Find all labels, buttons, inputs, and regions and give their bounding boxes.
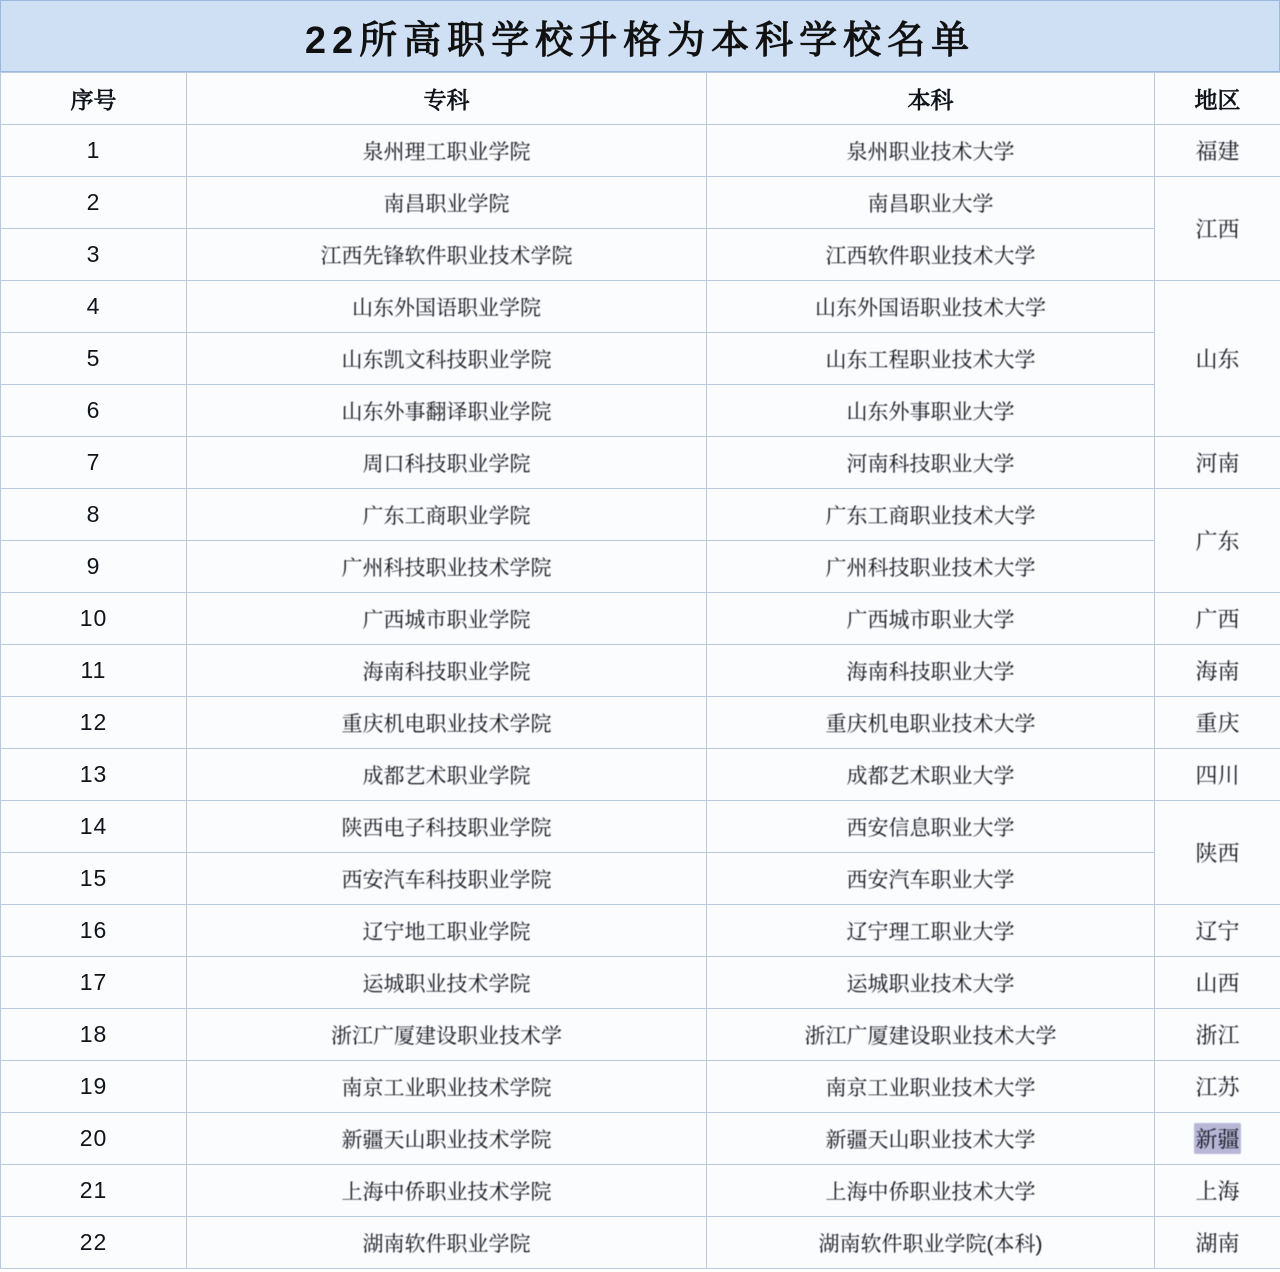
cell-no: 16 [1,905,187,957]
benke-name: 泉州职业技术大学 [846,140,1015,164]
benke-name: 江西软件职业技术大学 [825,244,1036,268]
area-name: 江苏 [1195,1075,1240,1100]
cell-zhuanke [187,229,707,281]
cell-zhuanke [187,645,707,697]
table-row [1,749,1280,801]
cell-area [1155,645,1280,697]
column-header-benke: 本科 [707,73,1155,125]
cell-no: 6 [1,385,187,437]
zhuanke-name: 周口科技职业学院 [362,452,531,476]
cell-no: 13 [1,749,187,801]
table-row [1,801,1280,853]
table-row [1,593,1280,645]
cell-no: 10 [1,593,187,645]
cell-area [1155,1217,1280,1269]
cell-zhuanke [187,177,707,229]
cell-area [1155,489,1280,593]
area-name: 山东 [1195,347,1240,372]
column-header-area: 地区 [1155,73,1280,125]
area-name: 河南 [1195,451,1240,476]
cell-no: 11 [1,645,187,697]
cell-benke [707,385,1155,437]
zhuanke-name: 山东外国语职业学院 [352,296,541,320]
cell-benke [707,281,1155,333]
cell-zhuanke [187,697,707,749]
zhuanke-name: 浙江广厦建设职业技术学 [331,1024,562,1048]
zhuanke-name: 海南科技职业学院 [362,660,531,684]
cell-benke [707,801,1155,853]
area-name: 海南 [1195,659,1240,684]
area-name: 新疆 [1194,1123,1240,1154]
cell-zhuanke [187,1113,707,1165]
cell-benke [707,645,1155,697]
benke-name: 辽宁理工职业大学 [846,920,1015,944]
benke-name: 广东工商职业技术大学 [825,504,1036,528]
zhuanke-name: 广东工商职业学院 [362,504,531,528]
benke-name: 成都艺术职业大学 [846,764,1015,788]
cell-area [1155,125,1280,177]
benke-name: 河南科技职业大学 [846,452,1015,476]
cell-no: 2 [1,177,187,229]
zhuanke-name: 江西先锋软件职业技术学院 [320,244,573,268]
cell-benke [707,177,1155,229]
cell-area [1155,1113,1280,1165]
cell-area [1155,697,1280,749]
table-row [1,1113,1280,1165]
cell-benke [707,1165,1155,1217]
cell-no: 15 [1,853,187,905]
cell-zhuanke [187,437,707,489]
benke-name: 新疆天山职业技术大学 [825,1128,1036,1152]
zhuanke-name: 运城职业技术学院 [362,972,531,996]
cell-benke [707,437,1155,489]
benke-name: 山东外国语职业技术大学 [815,296,1046,320]
cell-zhuanke [187,801,707,853]
zhuanke-name: 辽宁地工职业学院 [362,920,531,944]
cell-zhuanke [187,593,707,645]
cell-area [1155,1009,1280,1061]
table-row [1,229,1280,281]
zhuanke-name: 新疆天山职业技术学院 [341,1128,552,1152]
cell-zhuanke [187,1061,707,1113]
column-header-zhuanke: 专科 [187,73,707,125]
cell-zhuanke [187,541,707,593]
cell-benke [707,593,1155,645]
benke-name: 广州科技职业技术大学 [825,556,1036,580]
column-header-no: 序号 [1,73,187,125]
zhuanke-name: 湖南软件职业学院 [362,1232,531,1256]
zhuanke-name: 广西城市职业学院 [362,608,531,632]
table-row [1,905,1280,957]
table-header [1,73,1280,125]
zhuanke-name: 山东外事翻译职业学院 [341,400,552,424]
cell-zhuanke [187,905,707,957]
cell-benke [707,1217,1155,1269]
table-row [1,281,1280,333]
cell-zhuanke [187,385,707,437]
zhuanke-name: 泉州理工职业学院 [362,140,531,164]
table-header-row [1,73,1280,125]
benke-name: 西安汽车职业大学 [846,868,1015,892]
cell-area [1155,957,1280,1009]
document-title-bar [0,0,1280,72]
area-name: 广东 [1195,529,1240,554]
zhuanke-name: 南昌职业学院 [383,192,510,216]
cell-area [1155,593,1280,645]
benke-name: 南京工业职业技术大学 [825,1076,1036,1100]
schools-table [0,72,1280,1269]
cell-no: 20 [1,1113,187,1165]
table-row [1,1165,1280,1217]
cell-benke [707,333,1155,385]
cell-benke [707,125,1155,177]
cell-no: 3 [1,229,187,281]
cell-zhuanke [187,749,707,801]
cell-no: 7 [1,437,187,489]
cell-no: 5 [1,333,187,385]
cell-area [1155,801,1280,905]
table-row [1,125,1280,177]
cell-area [1155,1165,1280,1217]
table-row [1,1009,1280,1061]
zhuanke-name: 山东凯文科技职业学院 [341,348,552,372]
cell-zhuanke [187,1217,707,1269]
cell-no: 1 [1,125,187,177]
cell-area [1155,749,1280,801]
cell-zhuanke [187,333,707,385]
benke-name: 南昌职业大学 [867,192,994,216]
cell-no: 14 [1,801,187,853]
cell-no: 8 [1,489,187,541]
cell-zhuanke [187,853,707,905]
area-name: 陕西 [1195,841,1240,866]
cell-area [1155,281,1280,437]
cell-zhuanke [187,125,707,177]
benke-name: 山东外事职业大学 [846,400,1015,424]
area-name: 四川 [1195,763,1240,788]
zhuanke-name: 成都艺术职业学院 [362,764,531,788]
table-row [1,853,1280,905]
area-name: 湖南 [1195,1231,1240,1256]
area-name: 福建 [1195,139,1240,164]
cell-benke [707,905,1155,957]
zhuanke-name: 南京工业职业技术学院 [341,1076,552,1100]
benke-name: 山东工程职业技术大学 [825,348,1036,372]
cell-no: 19 [1,1061,187,1113]
benke-name: 浙江广厦建设职业技术大学 [804,1024,1057,1048]
table-body [1,125,1280,1269]
cell-benke [707,957,1155,1009]
cell-area [1155,177,1280,281]
cell-benke [707,749,1155,801]
cell-zhuanke [187,489,707,541]
cell-zhuanke [187,1009,707,1061]
zhuanke-name: 陕西电子科技职业学院 [341,816,552,840]
zhuanke-name: 上海中侨职业技术学院 [341,1180,552,1204]
benke-name: 西安信息职业大学 [846,816,1015,840]
area-name: 江西 [1195,217,1240,242]
cell-no: 22 [1,1217,187,1269]
cell-area [1155,1061,1280,1113]
area-name: 辽宁 [1195,919,1240,944]
cell-no: 18 [1,1009,187,1061]
cell-zhuanke [187,281,707,333]
table-row [1,1217,1280,1269]
area-name: 上海 [1195,1179,1240,1204]
cell-zhuanke [187,1165,707,1217]
table-row [1,645,1280,697]
cell-benke [707,1009,1155,1061]
cell-no: 17 [1,957,187,1009]
cell-benke [707,853,1155,905]
area-name: 广西 [1195,607,1240,632]
cell-zhuanke [187,957,707,1009]
cell-no: 12 [1,697,187,749]
cell-benke [707,1113,1155,1165]
table-row [1,541,1280,593]
benke-name: 湖南软件职业学院(本科) [818,1232,1043,1256]
zhuanke-name: 广州科技职业技术学院 [341,556,552,580]
benke-name: 广西城市职业大学 [846,608,1015,632]
cell-no: 4 [1,281,187,333]
table-row [1,489,1280,541]
cell-benke [707,229,1155,281]
table-row [1,437,1280,489]
table-row [1,957,1280,1009]
benke-name: 运城职业技术大学 [846,972,1015,996]
benke-name: 重庆机电职业技术大学 [825,712,1036,736]
cell-benke [707,541,1155,593]
area-name: 山西 [1195,971,1240,996]
cell-area [1155,437,1280,489]
cell-no: 21 [1,1165,187,1217]
benke-name: 上海中侨职业技术大学 [825,1180,1036,1204]
table-row [1,333,1280,385]
zhuanke-name: 西安汽车科技职业学院 [341,868,552,892]
cell-benke [707,489,1155,541]
zhuanke-name: 重庆机电职业技术学院 [341,712,552,736]
area-name: 重庆 [1195,711,1240,736]
area-name: 浙江 [1195,1023,1240,1048]
table-row [1,697,1280,749]
table-row [1,1061,1280,1113]
page-title: 22所高职学校升格为本科学校名单 [304,19,976,62]
cell-area [1155,905,1280,957]
table-row [1,385,1280,437]
table-row [1,177,1280,229]
cell-benke [707,697,1155,749]
cell-no: 9 [1,541,187,593]
cell-benke [707,1061,1155,1113]
benke-name: 海南科技职业大学 [846,660,1015,684]
